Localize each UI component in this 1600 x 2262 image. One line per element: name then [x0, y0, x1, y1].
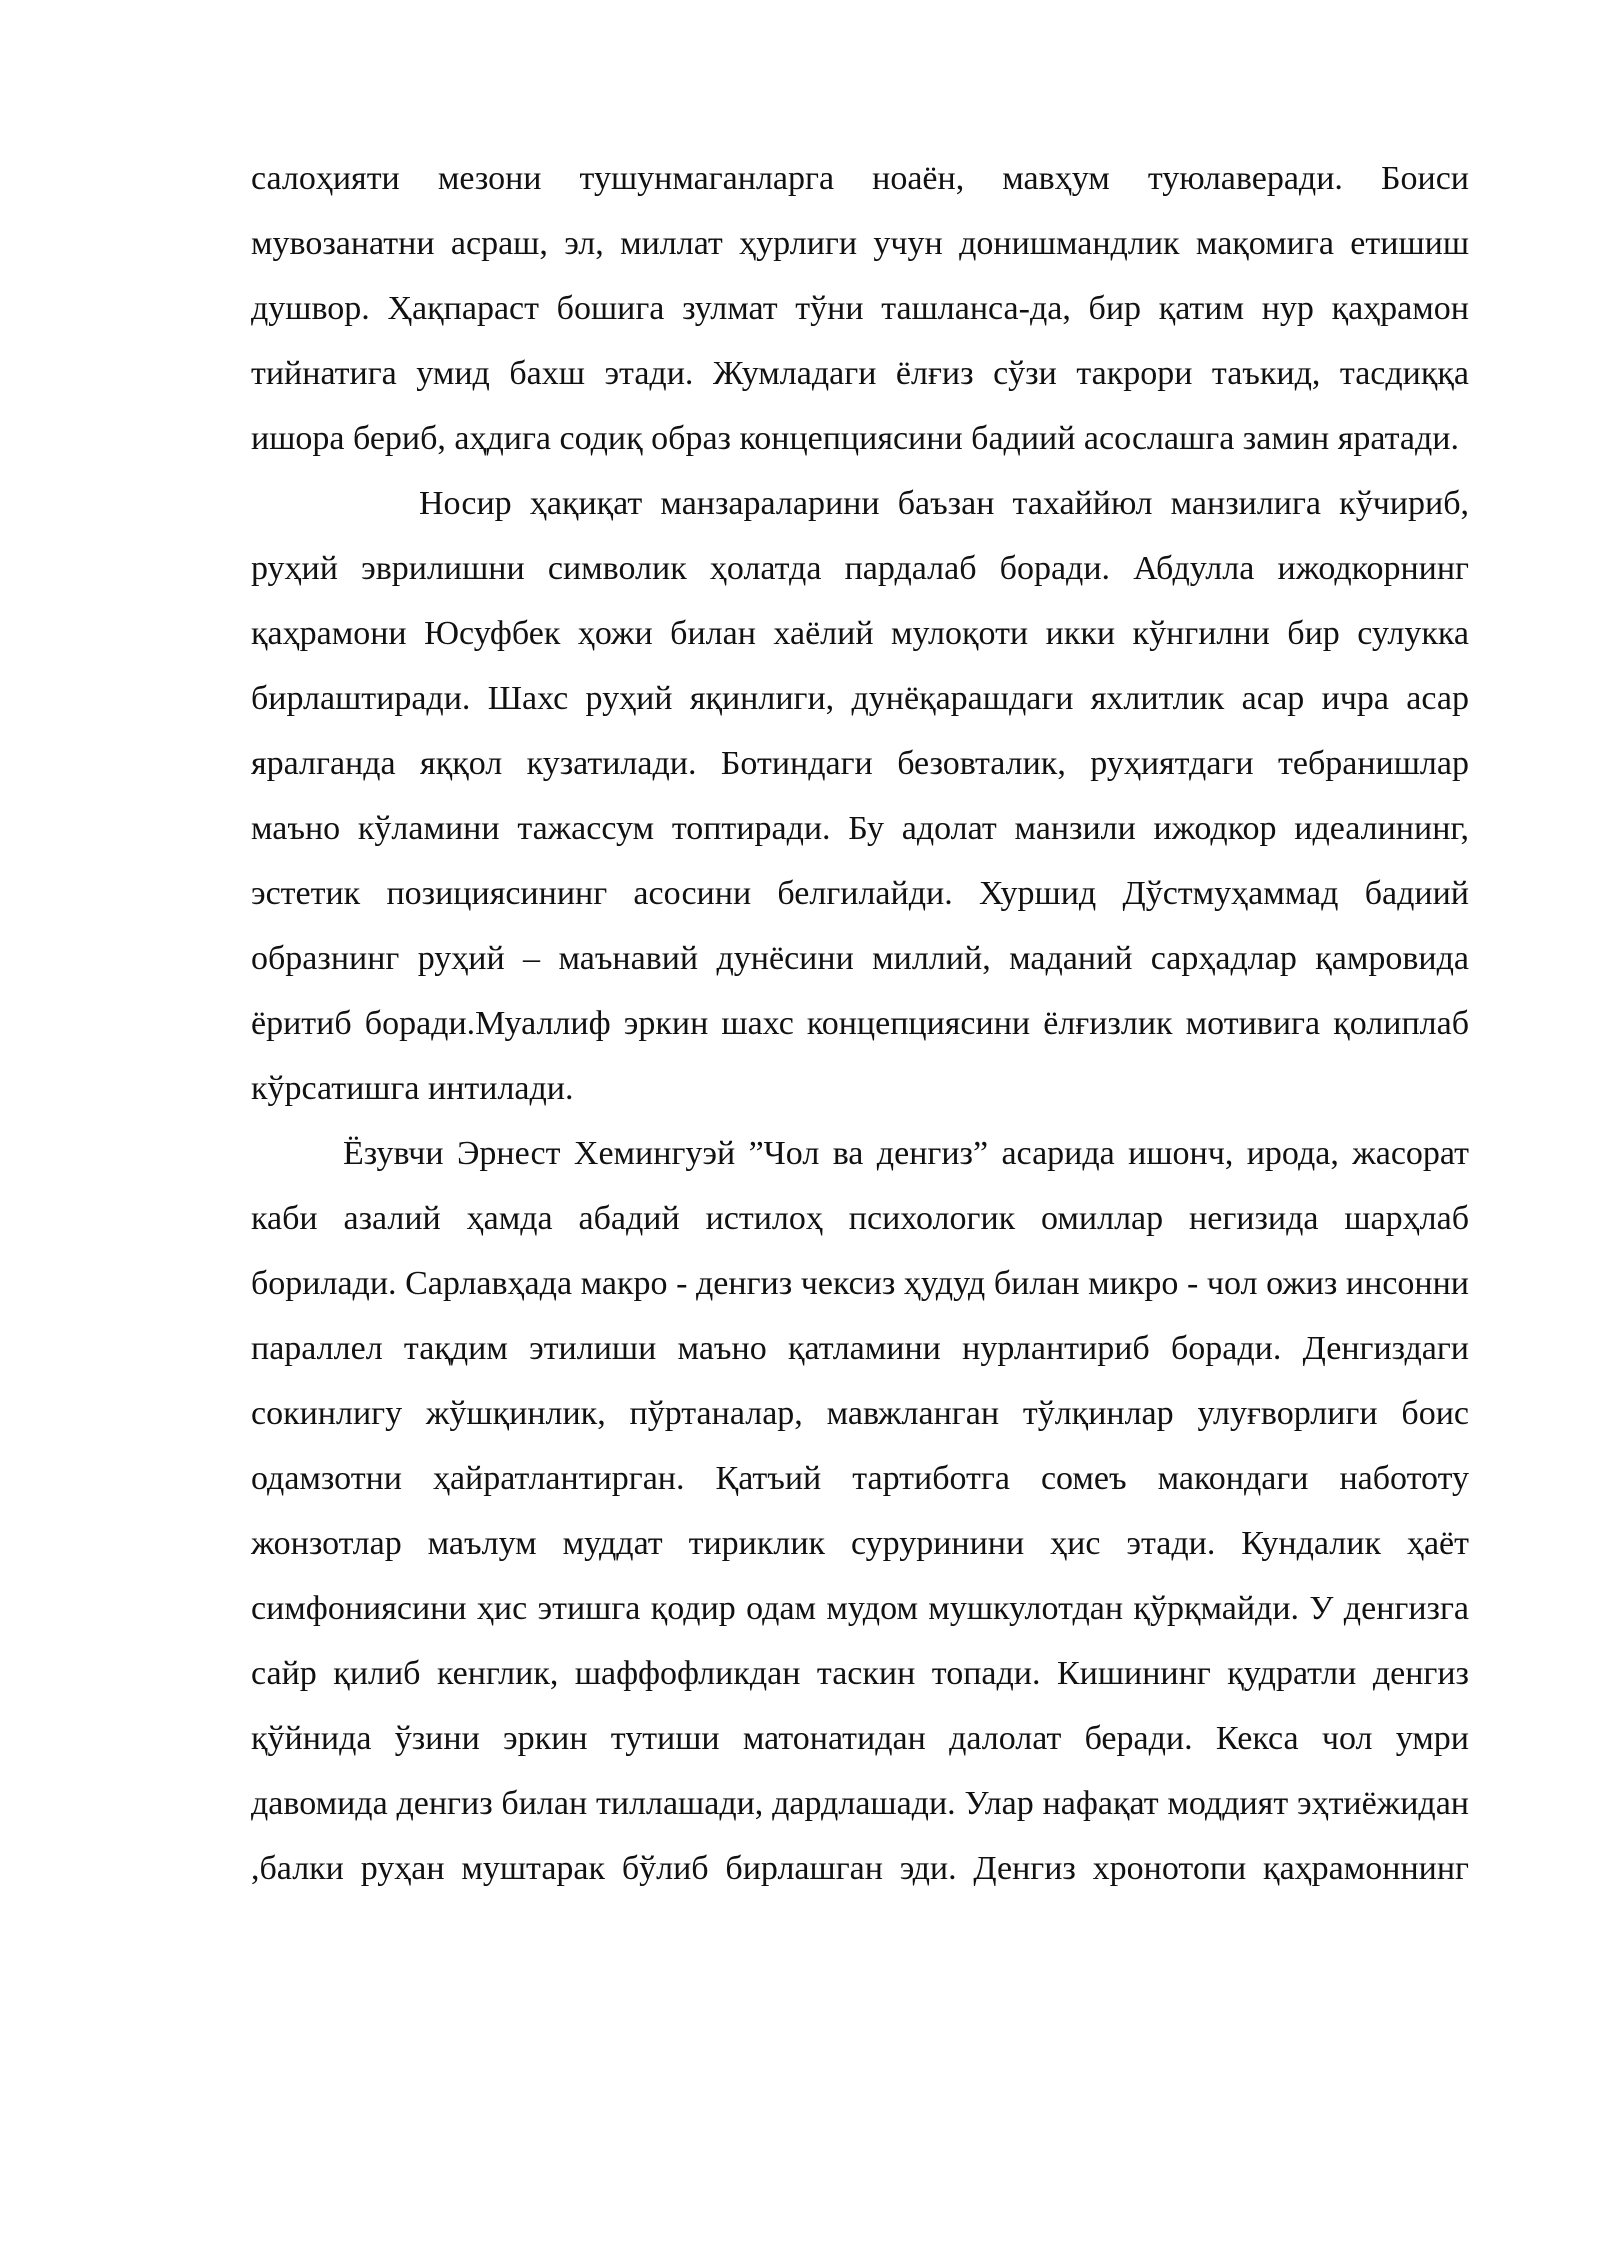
paragraph-1: салоҳияти мезони тушунмаганларга ноаён, мавҳум туюлаверади. Боиси мувозанатни асраш, эл, миллат ҳурлиги учун донишмандлик мақомига етишиш душвор. Ҳақпараст бошига зулмат тўни ташланса-да, бир қатим нур қаҳрамон тийнатига умид бахш этади. Жумладаги ёлғиз сўзи такрори таъкид, тасдиққа ишора бериб, аҳдига содиқ образ концепциясини бадиий асослашга замин яратади.: [251, 160, 1469, 457]
document-body: [251, 146, 1469, 1901]
paragraph-2: Носир ҳақиқат манзараларини баъзан тахаййюл манзилига кўчириб, руҳий эврилишни символик ҳолатда пардалаб боради. Абдулла ижодкорнинг қаҳрамони Юсуфбек ҳожи билан хаёлий мулоқоти икки кўнгилни бир сулукка бирлаштиради. Шахс руҳий яқинлиги, дунёқарашдаги яхлитлик асар ичра асар яралганда яққол кузатилади. Ботиндаги безовталик, руҳиятдаги тебранишлар маъно кўламини тажассум топтиради. Бу адолат манзили ижодкор идеалининг, эстетик позициясининг асосини белгилайди. Хуршид Дўстмуҳаммад бадиий образнинг руҳий – маънавий дунёсини миллий, маданий сарҳадлар қамровида ёритиб боради.Муаллиф эркин шахс концепциясини ёлғизлик мотивига қолиплаб кўрсатишга интилади.: [251, 485, 1469, 1107]
paragraph-3: Ёзувчи Эрнест Хемингуэй ”Чол ва денгиз” асарида ишонч, ирода, жасорат каби азалий ҳамда абадий истилоҳ психологик омиллар негизида шарҳлаб борилади. Сарлавҳада макро - денгиз чексиз ҳудуд билан микро - чол ожиз инсонни параллел тақдим этилиши маъно қатламини нурлантириб боради. Денгиздаги сокинлигу жўшқинлик, пўртаналар, мавжланган тўлқинлар улуғворлиги боис одамзотни ҳайратлантирган. Қатъий тартиботга сомеъ макондаги набототу жонзотлар маълум муддат тириклик суруринини ҳис этади. Кундалик ҳаёт симфониясини ҳис этишга қодир одам мудом мушкулотдан қўрқмайди. У денгизга сайр қилиб кенглик, шаффофликдан таскин топади. Кишининг қудратли денгиз қўйнида ўзини эркин тутиши матонатидан далолат беради. Кекса чол умри давомида денгиз билан тиллашади, дардлашади. Улар нафақат моддият эҳтиёжидан ,балки руҳан муштарак бўлиб бирлашган эди. Денгиз хронотопи қаҳрамоннинг: [251, 1135, 1469, 1887]
